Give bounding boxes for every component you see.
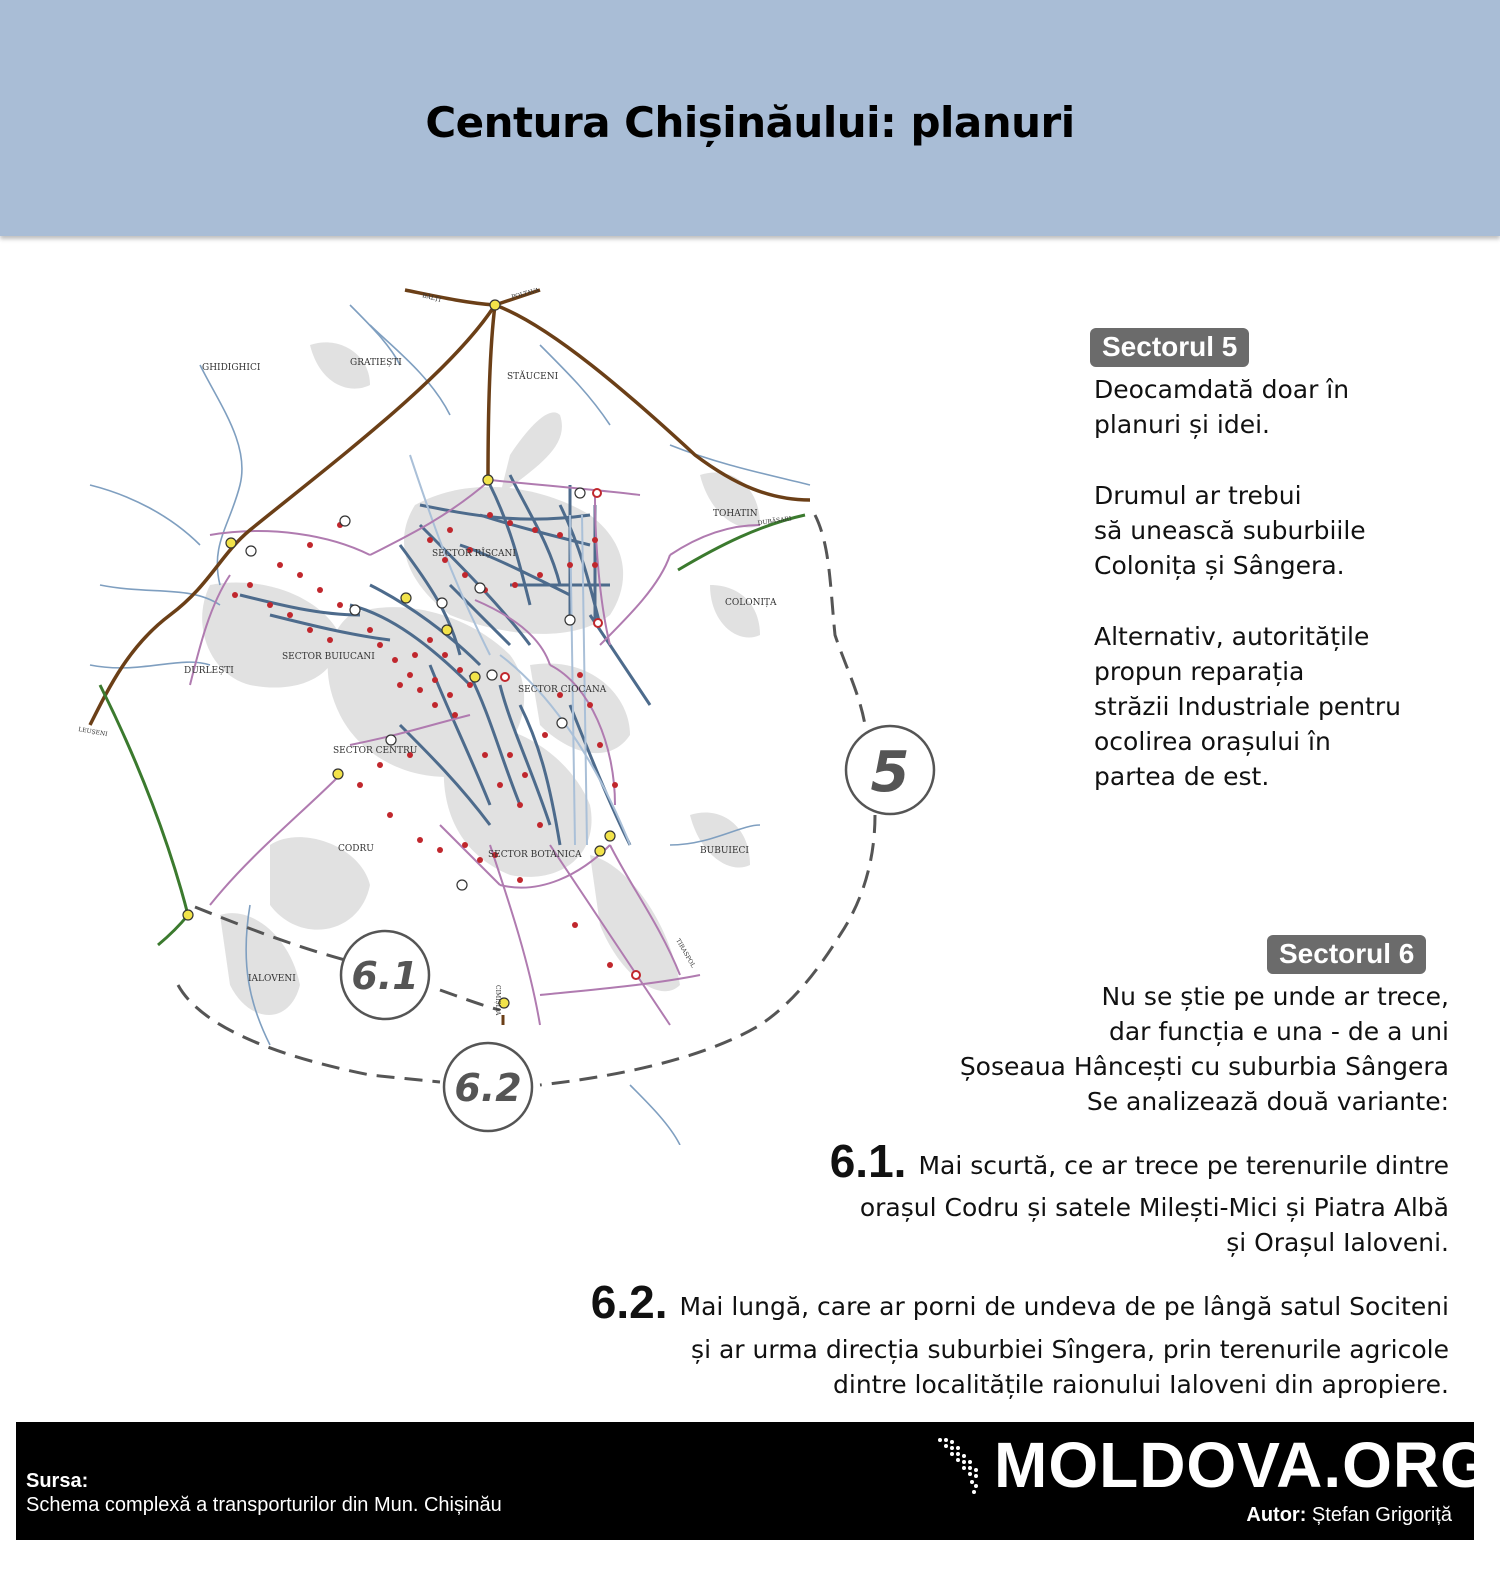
label-ialoveni: IALOVENI [248,974,296,984]
label-sector-botanica: SECTOR BOTANICA [488,850,582,860]
header-banner [0,0,1500,236]
sector6-intro: Nu se știe pe unde ar trece, dar funcția e una - de a uni Șoseaua Hâncești cu suburbia Sângera Se analizează două variante: [959,982,1449,1116]
sector5-paragraph-3: Alternativ, autoritățile propun reparația străzii Industriale pentru ocolirea orașului în partea de est. [1094,622,1401,791]
label-ghidighici: GHIDIGHICI [202,363,261,373]
label-leuseni: LEUȘENI [77,726,108,739]
footer-bar [16,1422,1491,1540]
author-label: Autor: [1246,1504,1307,1526]
ring-road-north-spur [488,305,495,480]
variant-6-2-rest: și ar urma direcția suburbiei Sîngera, prin terenurile agricole dintre localitățile raionului Ialoveni din apropiere. [691,1335,1449,1399]
variant-6-2-line1: Mai lungă, care ar porni de undeva de pe lângă satul Sociteni [679,1292,1449,1321]
moldova-map-logo-icon [934,1434,990,1496]
label-gratiesti: GRATIEȘTI [350,358,402,368]
variant-6-2-number: 6.2. [590,1276,668,1328]
variant-6-2 [400,1276,1449,1328]
label-tiraspol: TIRASPOL [674,937,697,969]
label-sector-centru: SECTOR CENTRU [333,746,418,756]
route-5-marker [846,726,934,814]
label-bubuieci: BUBUIECI [700,846,749,856]
green-road-west [100,685,188,945]
author-credit [1246,1504,1452,1527]
author-name: Ștefan Grigoriță [1311,1504,1452,1526]
label-dubasari: DUBĂSARI [757,515,792,527]
label-poltava: POLTAVA [510,286,540,301]
label-sector-buiucani: SECTOR BUIUCANI [282,652,375,662]
ring-road [405,290,810,500]
source-text: Schema complexă a transporturilor din Mun. Chișinău [26,1494,502,1516]
label-stauceni: STĂUCENI [507,372,559,382]
route-6-2-label: 6.2 [454,1066,522,1110]
label-balti: BĂLȚI [421,292,442,304]
label-sector-riscani: SECTOR RÎȘCANI [432,549,516,559]
page-title: Centura Chișinăului: planuri [425,98,1075,147]
brand-logo: MOLDOVA.ORG [994,1429,1491,1501]
label-durlesti: DURLEȘTI [184,666,234,676]
label-codru: CODRU [338,844,374,854]
variant-6-1-number: 6.1. [829,1135,907,1187]
route-6-1-marker [341,931,429,1019]
built-up-areas [202,342,760,1015]
route-6-2-marker [444,1043,532,1131]
variant-6-1-line1: Mai scurtă, ce ar trece pe terenurile dintre [918,1151,1449,1180]
label-colonita: COLONIȚA [725,598,777,608]
source-label: Sursa: [26,1470,89,1492]
sector5-paragraph-1: Deocamdată doar în planuri și idei. [1094,375,1350,439]
route-6-1-label: 6.1 [351,954,419,998]
sector5-paragraph-2: Drumul ar trebui să unească suburbiile Colonița și Sângera. [1094,481,1366,580]
label-cimislia: CIMIȘLIA [494,985,501,1016]
variant-6-1 [600,1135,1449,1187]
sector6-badge: Sectorul 6 [1267,935,1426,974]
variant-6-1-rest: orașul Codru și satele Milești-Mici și Piatra Albă și Orașul Ialoveni. [859,1193,1449,1257]
sector5-badge: Sectorul 5 [1090,328,1249,367]
label-tohatin: TOHATIN [713,509,758,519]
route-5-label: 5 [870,740,910,805]
label-sector-ciocana: SECTOR CIOCANA [518,685,607,695]
